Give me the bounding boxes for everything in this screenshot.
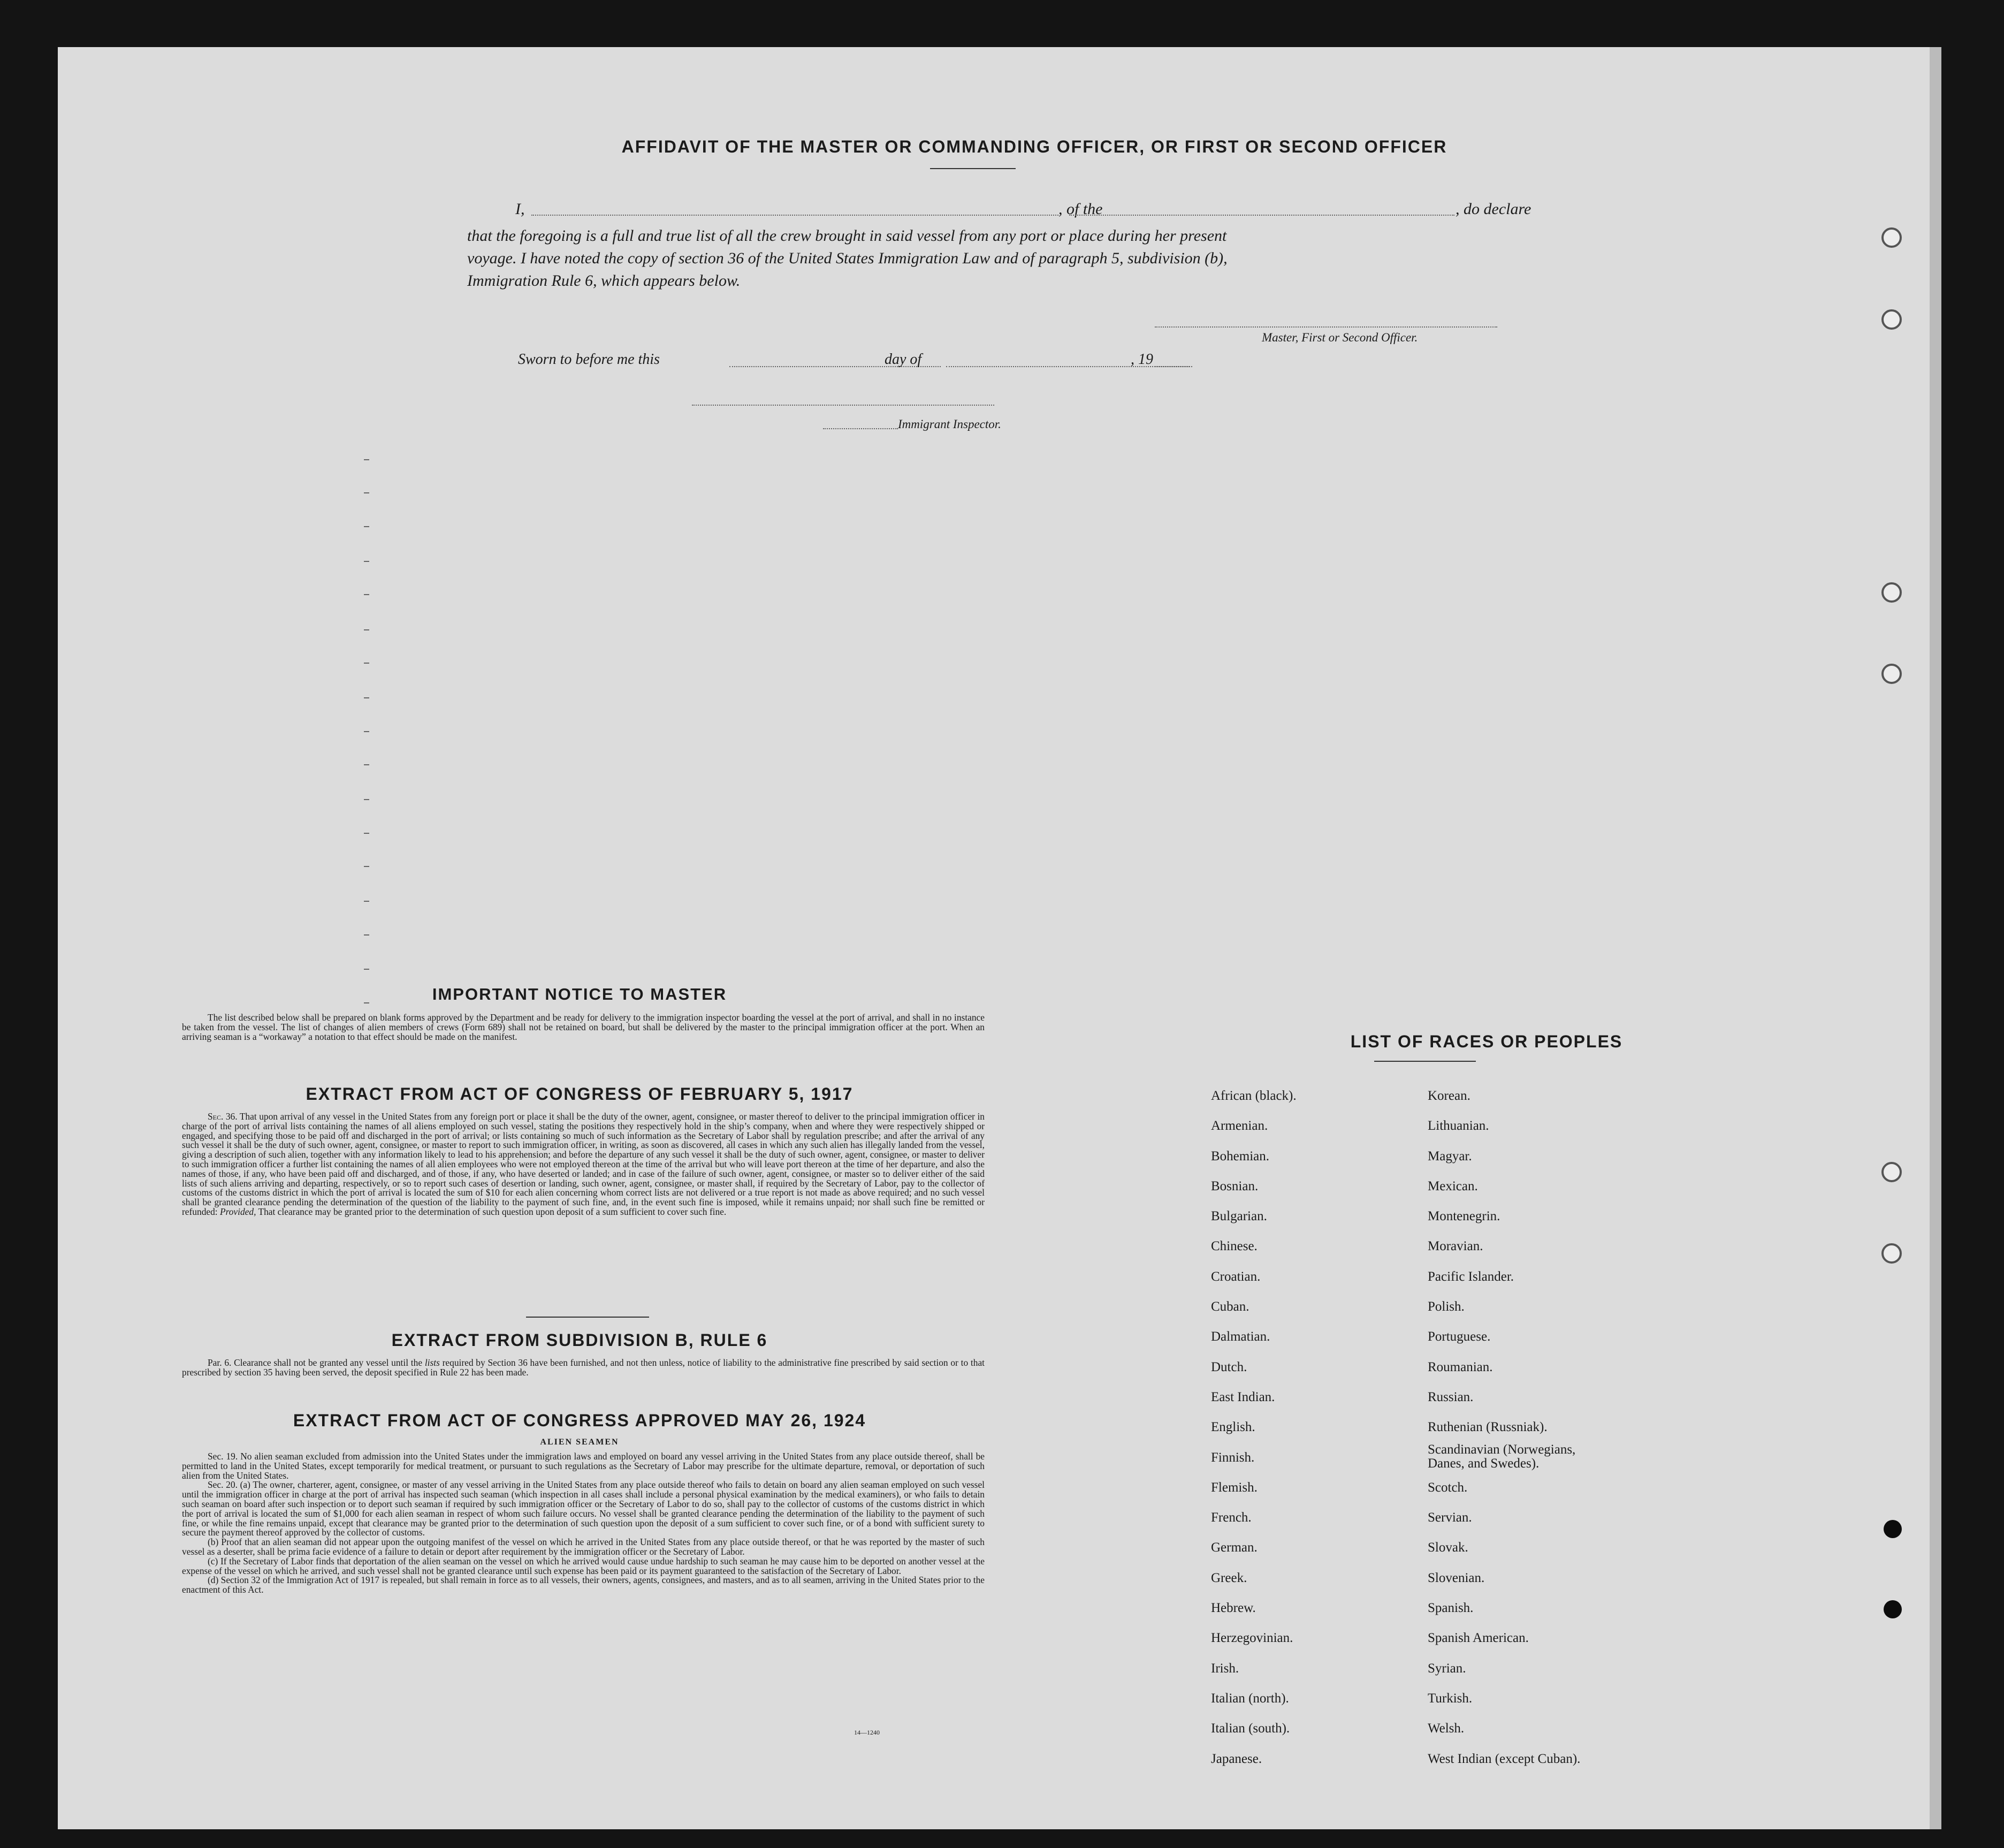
race-item: Dutch. xyxy=(1211,1359,1247,1374)
act-1917-paragraph xyxy=(182,1112,985,1217)
race-item: Lithuanian. xyxy=(1428,1119,1489,1134)
margin-tick xyxy=(364,459,369,460)
race-item: Welsh. xyxy=(1428,1721,1465,1736)
race-item: Syrian. xyxy=(1428,1661,1466,1676)
year-blank[interactable] xyxy=(1155,366,1192,367)
document-page xyxy=(58,47,1941,1829)
day-of-label: day of xyxy=(885,351,922,368)
race-item: Ruthenian (Russniak). xyxy=(1428,1420,1548,1435)
affidavit-i: I, xyxy=(515,200,525,218)
rule-6-text-b: required by Section 36 have been furnished, and not then unless, notice of liability to the administrative fine prescribed by said section or to that prescribed by section 35 having been served, the deposit specified in Rule 22 has been made. xyxy=(182,1357,985,1378)
race-item: Italian (south). xyxy=(1211,1721,1290,1736)
margin-tick xyxy=(364,969,369,970)
margin-tick xyxy=(364,663,369,664)
margin-tick xyxy=(364,833,369,834)
race-item: Bohemian. xyxy=(1211,1149,1270,1163)
races-title: LIST OF RACES OR PEOPLES xyxy=(1350,1032,1623,1051)
affidavit-do-declare: , do declare xyxy=(1456,200,1531,218)
race-item: Slovak. xyxy=(1428,1540,1468,1555)
race-item: Servian. xyxy=(1428,1510,1472,1525)
race-item: West Indian (except Cuban). xyxy=(1428,1751,1581,1766)
race-item: Flemish. xyxy=(1211,1480,1258,1495)
inspector-label: Immigrant Inspector. xyxy=(898,417,1001,431)
race-item: Magyar. xyxy=(1428,1149,1472,1163)
punch-dot xyxy=(1884,1600,1902,1618)
rule-6-body xyxy=(182,1358,985,1378)
affidavit-line-4: Immigration Rule 6, which appears below. xyxy=(467,272,741,290)
margin-tick xyxy=(364,526,369,527)
section-divider xyxy=(526,1317,649,1318)
race-item: Slovenian. xyxy=(1428,1570,1485,1585)
name-blank[interactable] xyxy=(531,215,1058,216)
signature-line[interactable] xyxy=(1155,326,1497,328)
races-left-column xyxy=(1211,1081,1297,1774)
race-item: German. xyxy=(1211,1540,1258,1555)
sec-20a-paragraph: Sec. 20. (a) The owner, charterer, agent, consignee, or master of any vessel arriving in the United States from any place outside thereof who fails to detain on board any alien seaman employed on such vessel until the immigration officer in charge at the port of arrival has inspected such seaman (which inspection in all cases shall include a personal physical examination by the medical examiners), or who fails to detain such seaman on board after such inspection or to deport such seaman if required by such immigration officer or the Secretary of Labor to do so, shall pay to the collector of customs of the customs district in which the port of arrival is located the sum of $1,000 for each alien seaman in respect of whom such failure occurs. No vessel shall be granted clearance pending the determination of the liability to the payment of such fine, or while the fine remains unpaid, except that clearance may be granted prior to the determination of such question upon the deposit of a sum sufficient to cover such fine, or of a bond with sufficient surety to secure the payment thereof approved by the collector of customs. xyxy=(182,1479,985,1538)
race-item: Mexican. xyxy=(1428,1178,1478,1193)
rule-6-text-a: Par. 6. Clearance shall not be granted any vessel until the xyxy=(208,1357,425,1368)
race-item: Spanish. xyxy=(1428,1601,1474,1616)
affidavit-title: AFFIDAVIT OF THE MASTER OR COMMANDING OFFICER, OR FIRST OR SECOND OFFICER xyxy=(621,137,1447,156)
binder-hole xyxy=(1881,664,1902,684)
notice-body xyxy=(182,1013,985,1041)
race-item: Greek. xyxy=(1211,1570,1247,1585)
sec-20c-paragraph: (c) If the Secretary of Labor finds that deportation of the alien seaman on the vessel on which he arrived would cause undue hardship to such seaman he may cause him to be deported on another vessel at the expense of the vessel on which he arrived, and such vessel shall not be granted clearance until such expense has been paid or its payment guaranteed to the satisfaction of the Secretary of Labor. xyxy=(182,1555,985,1576)
punch-dot xyxy=(1884,1520,1902,1538)
race-item: Turkish. xyxy=(1428,1691,1473,1706)
rule-6-title: EXTRACT FROM SUBDIVISION B, RULE 6 xyxy=(391,1330,768,1350)
margin-tick xyxy=(364,561,369,562)
race-item: Italian (north). xyxy=(1211,1691,1289,1706)
affidavit-line-3: voyage. I have noted the copy of section 36 of the United States Immigration Law and of paragraph 5, subdivision (b), xyxy=(467,249,1228,267)
sec-19-paragraph: Sec. 19. No alien seaman excluded from admission into the United States under the immigration laws and employed on board any vessel arriving in the United States from any place outside thereof, shall be permitted to land in the United States, except temporarily for medical treatment, or pursuant to such regulations as the Secretary of Labor may prescribe for the ultimate departure, removal, or deportation of such alien from the United States. xyxy=(182,1451,985,1481)
sec-36-tail: That clearance may be granted prior to the determination of such question upon deposit of a sum sufficient to cover such fine. xyxy=(256,1206,727,1217)
sec-20b-paragraph: (b) Proof that an alien seaman did not appear upon the outgoing manifest of the vessel on which he arrived in the United States from any place outside thereof, or that he was reported by the master of such vessel as a deserter, shall be prima facie evidence of a failure to detain or deport after requirement by the immigration officer or the Secretary of Labor. xyxy=(182,1537,985,1557)
affidavit-line-2: that the foregoing is a full and true list of all the crew brought in said vessel from any port or place during her present xyxy=(467,227,1227,245)
margin-tick xyxy=(364,901,369,902)
margin-tick xyxy=(364,731,369,732)
sec-20d-paragraph: (d) Section 32 of the Immigration Act of 1917 is repealed, but shall remain in force as to all vessels, their owners, agents, consignees, and masters, and as to all seamen, arriving in the United States prior to the enactment of this Act. xyxy=(182,1575,985,1595)
race-item: Irish. xyxy=(1211,1661,1239,1676)
sec-36-text: That upon arrival of any vessel in the United States from any foreign port or place it shall be the duty of the owner, agent, consignee, or master thereof to deliver to the principal immigration officer in charge of the port of arrival lists containing the names of all aliens employed on such vessel, stating the positions they respectively hold in the ship’s company, when and where they were respectively shipped or engaged, and specifying those to be paid off and discharged in the port of arrival; or lists containing so much of such information as the Secretary of Labor shall by regulation prescribe; and after the arrival of any such vessel it shall be the duty of such owner, agent, consignee, or master to report to such immigration officer, in writing, as soon as discovered, all cases in which any such alien has illegally landed from the vessel, giving a description of such alien, together with any information likely to lead to his apprehension; and before the departure of any such vessel it shall be the duty of such owner, agent, consignee, or master to deliver to such immigration officer a further list containing the names of all alien employees who were not employed thereon at the time of the arrival but who will leave port thereon at the time of her departure, and also the names of those, if any, who have been paid off and discharged, and of those, if any, who have deserted or landed; and in case of the failure of such owner, agent, consignee, or master so to deliver either of the said lists of such aliens arriving and departing, respectively, or so to report such cases of desertion or landing, such owner, agent, consignee, or master shall, if required by the Secretary of Labor, pay to the collector of customs of the customs district in which the port of arrival is located the sum of $10 for each alien concerning whom correct lists are not delivered or a true report is not made as above required; and no such vessel shall be granted clearance pending the determination of the question of the liability to the payment of such fine, and, in the event such fine is imposed, while it remains unpaid; nor shall such fine be remitted or refunded: xyxy=(182,1111,985,1217)
sec-36-label: Sec. 36. xyxy=(208,1111,238,1122)
race-item: French. xyxy=(1211,1510,1252,1525)
margin-tick xyxy=(364,934,369,936)
year-label: , 19 xyxy=(1131,351,1153,368)
race-item: Japanese. xyxy=(1211,1751,1262,1766)
binder-hole xyxy=(1881,582,1902,603)
sworn-label: Sworn to before me this xyxy=(518,351,660,368)
binder-hole xyxy=(1881,1243,1902,1264)
notice-paragraph: The list described below shall be prepared on blank forms approved by the Department and be ready for delivery to the immigration inspector boarding the vessel at the port of arrival, and shall in no instance be taken from the vessel. The list of changes of alien members of crews (Form 689) shall not be retained on board, but shall be delivered by the master to the principal immigration officer at the port. When an arriving seaman is a “workaway” a notation to that effect should be made on the manifest. xyxy=(182,1012,985,1042)
race-item: Portuguese. xyxy=(1428,1329,1491,1344)
binder-hole xyxy=(1881,227,1902,248)
race-item: Armenian. xyxy=(1211,1119,1268,1134)
race-item: Pacific Islander. xyxy=(1428,1269,1514,1284)
affidavit-of-the: , of the xyxy=(1058,200,1103,218)
race-item: Scandinavian (Norwegians, Danes, and Swedes). xyxy=(1428,1442,1576,1471)
race-item: Scotch. xyxy=(1428,1480,1468,1495)
signature-label: Master, First or Second Officer. xyxy=(1262,331,1418,344)
act-1917-title: EXTRACT FROM ACT OF CONGRESS OF FEBRUARY 5, 1917 xyxy=(306,1084,854,1104)
race-item: Russian. xyxy=(1428,1389,1474,1404)
vessel-blank[interactable] xyxy=(1069,215,1454,216)
race-item: African (black). xyxy=(1211,1089,1297,1103)
rule-6-paragraph xyxy=(182,1358,985,1378)
notice-title: IMPORTANT NOTICE TO MASTER xyxy=(432,985,727,1003)
race-item: Chinese. xyxy=(1211,1239,1258,1254)
race-item: Croatian. xyxy=(1211,1269,1261,1284)
form-number: 14—1240 xyxy=(854,1729,880,1736)
title-rule xyxy=(930,168,1016,169)
race-item: Roumanian. xyxy=(1428,1359,1493,1374)
race-item: Bulgarian. xyxy=(1211,1209,1267,1224)
race-item: Herzegovinian. xyxy=(1211,1631,1293,1646)
races-right-column xyxy=(1428,1081,1610,1774)
binder-hole xyxy=(1881,1162,1902,1182)
race-item: Bosnian. xyxy=(1211,1178,1259,1193)
race-item: Hebrew. xyxy=(1211,1601,1256,1616)
binder-hole xyxy=(1881,309,1902,330)
margin-tick xyxy=(364,629,369,630)
margin-tick xyxy=(364,764,369,765)
act-1917-body xyxy=(182,1112,985,1217)
race-item: Polish. xyxy=(1428,1299,1465,1314)
race-item: English. xyxy=(1211,1420,1255,1435)
margin-tick xyxy=(364,594,369,595)
margin-tick xyxy=(364,697,369,698)
page-edge xyxy=(1930,47,1941,1829)
provided-word: Provided, xyxy=(219,1206,256,1217)
margin-tick xyxy=(364,492,369,493)
margin-tick xyxy=(364,866,369,867)
alien-seamen-subtitle: ALIEN SEAMEN xyxy=(540,1438,619,1447)
race-item: Spanish American. xyxy=(1428,1631,1529,1646)
act-1924-body xyxy=(182,1452,985,1595)
margin-tick xyxy=(364,799,369,800)
race-item: Finnish. xyxy=(1211,1450,1255,1465)
races-rule xyxy=(1374,1061,1476,1062)
race-item: Dalmatian. xyxy=(1211,1329,1270,1344)
inspector-line[interactable] xyxy=(692,405,994,406)
lists-word: lists xyxy=(424,1357,440,1368)
race-item: Moravian. xyxy=(1428,1239,1483,1254)
race-item: East Indian. xyxy=(1211,1389,1275,1404)
race-item: Montenegrin. xyxy=(1428,1209,1500,1224)
race-item: Korean. xyxy=(1428,1089,1470,1103)
race-item: Cuban. xyxy=(1211,1299,1249,1314)
act-1924-title: EXTRACT FROM ACT OF CONGRESS APPROVED MAY 26, 1924 xyxy=(293,1411,866,1430)
